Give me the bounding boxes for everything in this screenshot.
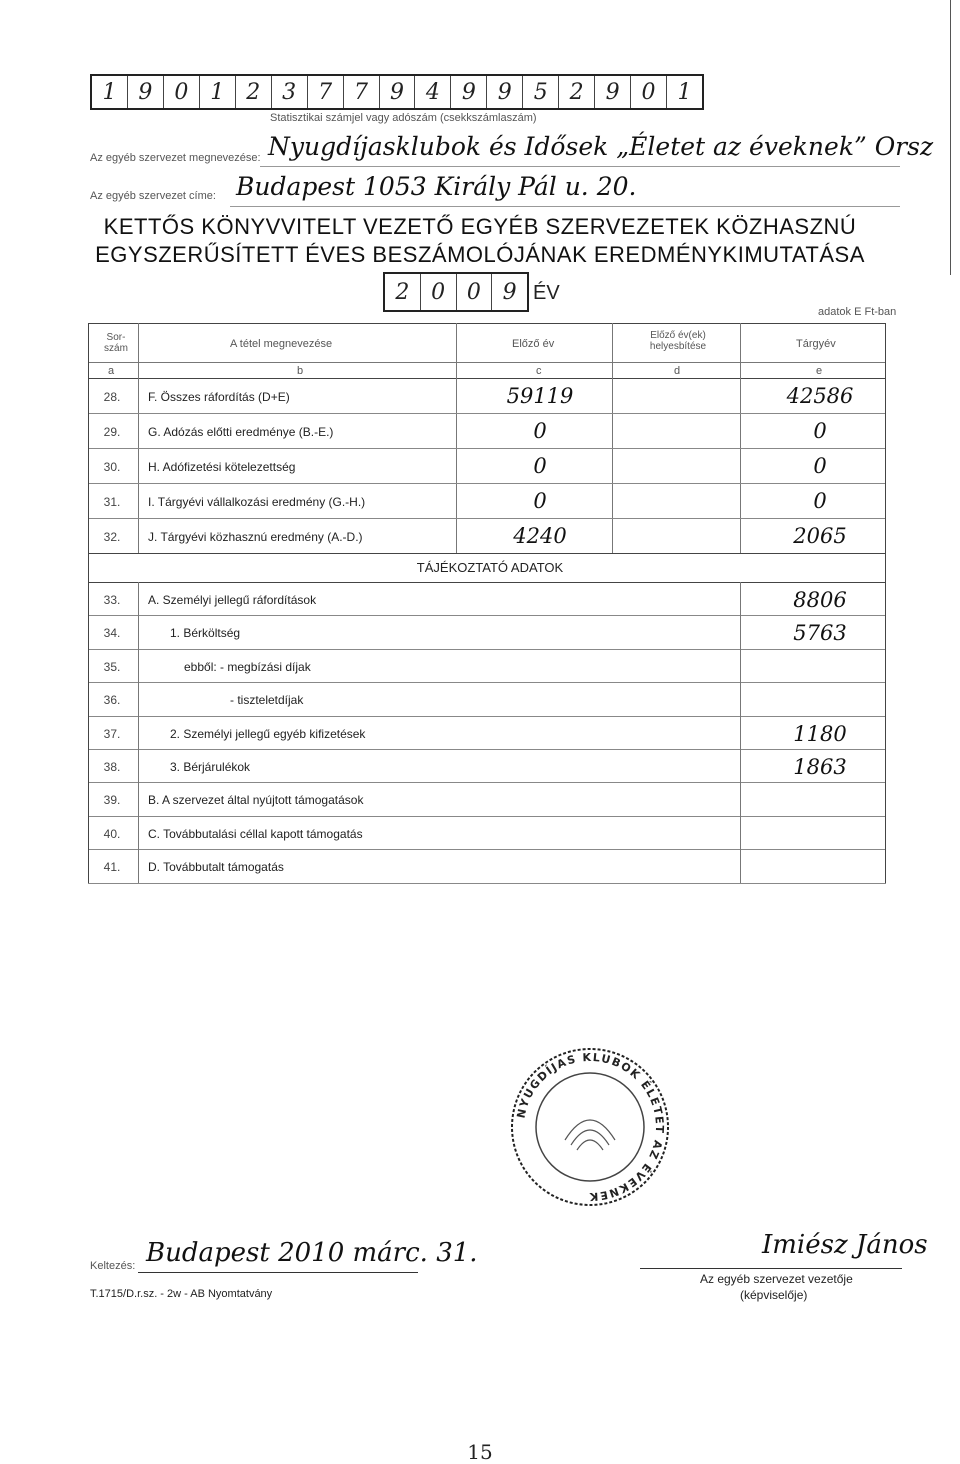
row-prev-year-value: 0	[533, 489, 547, 513]
info-row-number: 40.	[103, 826, 121, 841]
row-number: 29.	[103, 425, 121, 439]
col-letter-e: e	[816, 365, 823, 377]
row-label: I. Tárgyévi vállalkozási eredmény (G.-H.)	[148, 495, 366, 509]
info-row-label: 2. Személyi jellegű egyéb kifizetések	[170, 726, 366, 741]
org-address-label: Az egyéb szervezet címe:	[90, 190, 216, 202]
row-label: J. Tárgyévi közhasznú eredmény (A.-D.)	[148, 530, 363, 544]
row-current-year-value: 0	[813, 419, 827, 443]
year-suffix: ÉV	[533, 282, 560, 304]
page-number: 15	[467, 1440, 493, 1464]
year-digit: 2	[385, 274, 421, 310]
header-bottom-border	[88, 378, 886, 379]
info-row-divider	[88, 849, 886, 850]
stat-digit: 2	[236, 76, 272, 108]
info-row-number: 39.	[103, 793, 121, 808]
row-prev-year-value: 0	[533, 419, 547, 443]
stat-digit: 9	[487, 76, 523, 108]
info-row-number: 37.	[103, 726, 121, 741]
row-number: 30.	[103, 460, 121, 474]
stat-digit: 1	[92, 76, 128, 108]
row-current-year-value: 42586	[786, 384, 854, 408]
row-divider	[88, 518, 886, 519]
org-name-underline	[260, 166, 900, 167]
row-current-year-value: 0	[813, 489, 827, 513]
row-divider	[88, 413, 886, 414]
col-header-b: A tétel megnevezése	[230, 338, 333, 350]
info-row-value: 5763	[793, 621, 847, 646]
table-left-border	[88, 323, 89, 883]
table-right-border	[885, 323, 886, 883]
info-row-label: D. Továbbutalt támogatás	[148, 860, 284, 875]
row-divider	[88, 483, 886, 484]
info-title: TÁJÉKOZTATÓ ADATOK	[416, 560, 564, 575]
row-prev-year-value: 0	[533, 454, 547, 478]
row-number: 32.	[103, 530, 121, 544]
info-row-number: 34.	[103, 626, 121, 641]
row-label: G. Adózás előtti eredménye (B.-E.)	[148, 425, 334, 439]
row-current-year-value: 2065	[793, 524, 847, 548]
info-row-label: ebből: - megbízási díjak	[184, 659, 311, 674]
stat-digit: 0	[631, 76, 667, 108]
org-address-value: Budapest 1053 Király Pál u. 20.	[236, 172, 637, 201]
info-row-label: - tiszteletdíjak	[230, 693, 304, 708]
info-row-label: A. Személyi jellegű ráfordítások	[148, 593, 317, 607]
signer-sub: (képviselője)	[740, 1288, 808, 1302]
signer-label: Az egyéb szervezet vezetője	[700, 1272, 853, 1286]
info-row-number: 33.	[103, 593, 121, 607]
info-row-value: 1863	[793, 755, 847, 779]
info-row-number: 35.	[103, 659, 121, 674]
info-row-divider	[88, 716, 886, 717]
info-row-label: B. A szervezet által nyújtott támogatások	[148, 793, 364, 808]
info-row-divider	[88, 615, 886, 616]
signature-line	[640, 1268, 902, 1269]
year-digit: 0	[457, 274, 493, 310]
info-row-divider	[88, 883, 886, 884]
info-row-value: 8806	[793, 588, 847, 612]
place-label: Keltezés:	[90, 1260, 136, 1272]
info-row-number: 38.	[103, 760, 121, 774]
col-header-d: Előző év(ek) helyesbítése	[649, 330, 707, 352]
stat-digit: 1	[200, 76, 236, 108]
info-row-number: 36.	[103, 693, 121, 708]
row-number: 31.	[103, 495, 121, 509]
col-letter-a: a	[108, 365, 115, 377]
org-name-value: Nyugdíjasklubok és Idősek „Életet az éveknek” Orsz	[268, 132, 934, 161]
info-row-divider	[88, 682, 886, 683]
stat-digit: 7	[308, 76, 344, 108]
org-name-label: Az egyéb szervezet megnevezése:	[90, 152, 261, 164]
col-header-c: Előző év	[512, 338, 555, 350]
stat-digit: 5	[523, 76, 559, 108]
units-note: adatok E Ft-ban	[818, 306, 897, 318]
form-id: T.1715/D.r.sz. - 2w - AB Nyomtatvány	[90, 1288, 273, 1300]
stat-digit: 0	[164, 76, 200, 108]
year-box	[383, 272, 529, 312]
stat-digit: 9	[128, 76, 164, 108]
col-letter-b: b	[297, 365, 304, 377]
row-divider	[88, 448, 886, 449]
info-row-label: 1. Bérköltség	[170, 626, 241, 641]
col-header-e: Tárgyév	[796, 338, 836, 350]
stat-caption: Statisztikai számjel vagy adószám (csekkszámlaszám)	[270, 112, 537, 124]
row-prev-year-value: 4240	[513, 524, 567, 548]
info-top-border	[88, 553, 886, 554]
seal-text: NYUGDÍJAS KLUBOK ÉLETET AZ ÉVEKNEK	[514, 1050, 667, 1204]
info-title-border	[88, 582, 886, 583]
stat-digit: 4	[415, 76, 451, 108]
info-row-divider	[88, 816, 886, 817]
stat-number-box	[90, 74, 704, 110]
org-address-underline	[230, 206, 900, 207]
signature: Imiész János	[762, 1230, 928, 1260]
stat-digit: 9	[451, 76, 487, 108]
info-row-value: 1180	[793, 721, 847, 746]
info-row-number: 41.	[103, 860, 121, 875]
organization-seal	[505, 1045, 675, 1210]
row-label: F. Összes ráfordítás (D+E)	[148, 390, 290, 404]
info-row-divider	[88, 649, 886, 650]
place-date: Budapest 2010 márc. 31.	[146, 1238, 478, 1268]
place-underline	[138, 1272, 418, 1273]
stat-digit: 9	[595, 76, 631, 108]
info-col-line-a	[138, 582, 139, 883]
form-title-line2: EGYSZERŰSÍTETT ÉVES BESZÁMOLÓJÁNAK EREDMÉNYKIMUTATÁSA	[95, 242, 865, 267]
row-prev-year-value: 59119	[506, 384, 574, 408]
stat-digit: 3	[272, 76, 308, 108]
info-row-divider	[88, 749, 886, 750]
row-number: 28.	[103, 390, 121, 404]
info-row-divider	[88, 782, 886, 783]
stat-digit: 7	[344, 76, 380, 108]
year-digit: 9	[502, 279, 517, 305]
stat-digit: 9	[380, 76, 416, 108]
row-current-year-value: 0	[813, 454, 827, 478]
info-row-label: 3. Bérjárulékok	[170, 760, 251, 774]
stat-digit: 1	[677, 79, 692, 105]
info-row-label: C. Továbbutalási céllal kapott támogatás	[148, 826, 363, 841]
col-letter-d: d	[674, 365, 681, 377]
form-title-line1: KETTŐS KÖNYVVITELT VEZETŐ EGYÉB SZERVEZETEK KÖZHASZNÚ	[103, 214, 857, 239]
info-col-line-e	[740, 582, 741, 883]
row-label: H. Adófizetési kötelezettség	[148, 460, 296, 474]
table-top-border	[88, 323, 886, 324]
header-divider	[88, 362, 886, 363]
year-digit: 0	[421, 274, 457, 310]
stat-digit: 2	[559, 76, 595, 108]
col-letter-c: c	[536, 365, 542, 377]
col-header-a: Sor-szám	[104, 332, 128, 354]
